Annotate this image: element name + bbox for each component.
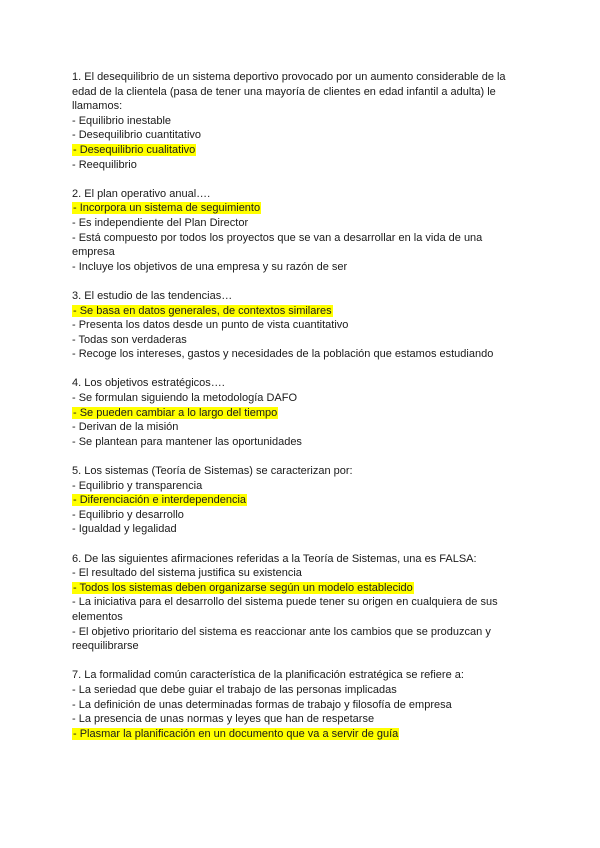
question-block — [72, 187, 528, 275]
answer-option-text: - Reequilibrio — [72, 158, 137, 171]
question-block — [72, 70, 528, 172]
answer-option-text: - Desequilibrio cuantitativo — [72, 129, 202, 142]
answer-option — [72, 391, 528, 406]
answer-option — [72, 158, 528, 173]
answer-option-text: - La presencia de unas normas y leyes que han de respetarse — [72, 713, 375, 726]
question-prompt: 1. El desequilibrio de un sistema deportivo provocado por un aumento considerable de la edad de la clientela (pasa de tener una mayoría de clientes en edad infantil a adulta) le llamamos: — [72, 71, 506, 113]
question-block — [72, 552, 528, 654]
answer-option-correct — [72, 581, 528, 596]
answer-option-text: - El objetivo prioritario del sistema es reaccionar ante los cambios que se produzcan y reequilibrarse — [72, 625, 491, 653]
answer-option-text: - Equilibrio inestable — [72, 114, 172, 127]
answer-option-text: - Se plantean para mantener las oportunidades — [72, 435, 302, 448]
answer-option-text: - La definición de unas determinadas formas de trabajo y filosofía de empresa — [72, 698, 452, 711]
question-prompt: 5. Los sistemas (Teoría de Sistemas) se caracterizan por: — [72, 465, 353, 478]
answer-option-text: - Se formulan siguiendo la metodología DAFO — [72, 392, 298, 405]
answer-option-correct — [72, 143, 528, 158]
answer-option — [72, 479, 528, 494]
question-prompt: 6. De las siguientes afirmaciones referidas a la Teoría de Sistemas, una es FALSA: — [72, 552, 477, 565]
answer-option-text: - La iniciativa para el desarrollo del sistema puede tener su origen en cualquiera de sus elementos — [72, 596, 498, 623]
question-block — [72, 376, 528, 449]
answer-option-text: - Incluye los objetivos de una empresa y su razón de ser — [72, 260, 348, 273]
question-prompt: 4. Los objetivos estratégicos…. — [72, 377, 225, 390]
answer-option-text: - Se pueden cambiar a lo largo del tiempo — [73, 406, 278, 419]
answer-option — [72, 435, 528, 450]
answer-option-text: - Es independiente del Plan Director — [72, 216, 249, 229]
answer-option-text: - Presenta los datos desde un punto de vista cuantitativo — [72, 319, 349, 332]
answer-option — [72, 260, 528, 275]
answer-option — [72, 508, 528, 523]
answer-option-text: - Equilibrio y transparencia — [72, 479, 203, 492]
answer-option — [72, 698, 528, 713]
answer-option-text: - Equilibrio y desarrollo — [72, 508, 184, 521]
question-prompt: 2. El plan operativo anual…. — [72, 187, 211, 200]
answer-option-text: - Todas son verdaderas — [72, 333, 187, 346]
question-list — [72, 70, 528, 741]
question-prompt: 3. El estudio de las tendencias… — [72, 289, 233, 302]
answer-option — [72, 231, 528, 260]
answer-option-text: - Diferenciación e interdependencia — [73, 494, 247, 507]
answer-option — [72, 595, 528, 624]
question-block — [72, 464, 528, 537]
answer-option-text: - Todos los sistemas deben organizarse según un modelo establecido — [73, 581, 413, 594]
question-block — [72, 668, 528, 741]
answer-option — [72, 318, 528, 333]
answer-option — [72, 347, 528, 362]
answer-option-correct — [72, 304, 528, 319]
answer-option-text: - Igualdad y legalidad — [72, 523, 177, 536]
answer-option — [72, 114, 528, 129]
answer-option-text: - Se basa en datos generales, de contextos similares — [73, 304, 332, 317]
answer-option-text: - Derivan de la misión — [72, 421, 179, 434]
answer-option — [72, 566, 528, 581]
answer-option-correct — [72, 406, 528, 421]
answer-option-correct — [72, 493, 528, 508]
answer-option-text: - Está compuesto por todos los proyectos que se van a desarrollar en la vida de una empresa — [72, 231, 483, 259]
document-page — [72, 70, 528, 756]
question-block — [72, 289, 528, 362]
answer-option-correct — [72, 727, 528, 742]
answer-option — [72, 683, 528, 698]
answer-option-text: - Recoge los intereses, gastos y necesidades de la población que estamos estudiando — [72, 348, 494, 361]
answer-option — [72, 522, 528, 537]
answer-option-text: - Incorpora un sistema de seguimiento — [73, 202, 261, 215]
answer-option — [72, 712, 528, 727]
question-prompt: 7. La formalidad común característica de la planificación estratégica se refiere a: — [72, 669, 464, 682]
answer-option-text: - La seriedad que debe guiar el trabajo de las personas implicadas — [72, 683, 397, 696]
answer-option-text: - Plasmar la planificación en un documento que va a servir de guía — [73, 727, 399, 740]
answer-option — [72, 625, 528, 654]
answer-option — [72, 128, 528, 143]
answer-option-correct — [72, 201, 528, 216]
answer-option — [72, 420, 528, 435]
answer-option-text: - El resultado del sistema justifica su existencia — [72, 567, 302, 580]
answer-option — [72, 333, 528, 348]
answer-option — [72, 216, 528, 231]
answer-option-text: - Desequilibrio cualitativo — [73, 143, 196, 156]
